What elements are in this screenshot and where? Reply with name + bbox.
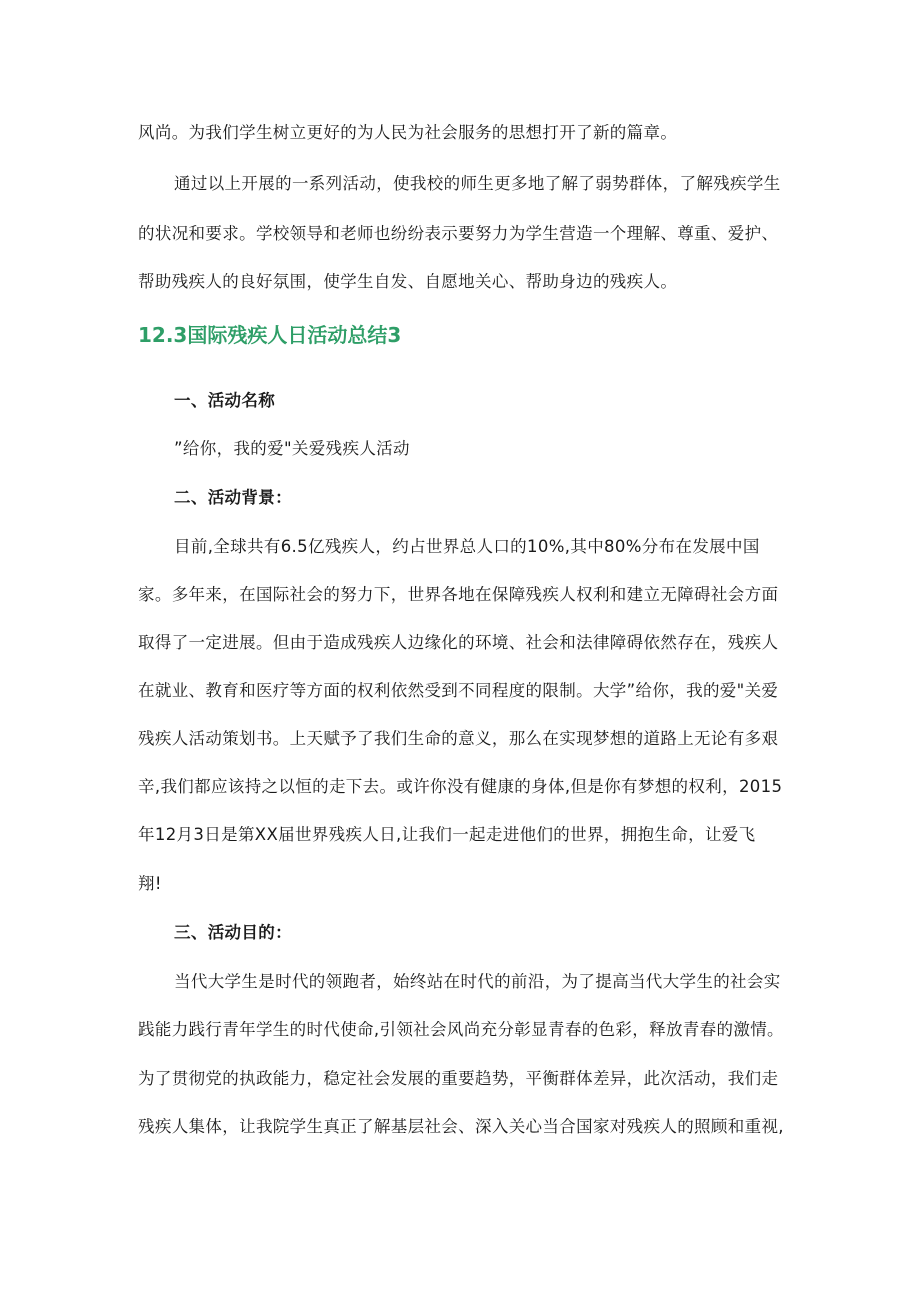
background-line: 在就业、教育和医疗等方面的权利依然受到不同程度的限制。大学”给你，我的爱"关爱 — [138, 681, 779, 700]
paragraph-line: 帮助残疾人的良好氛围，使学生自发、自愿地关心、帮助身边的残疾人。 — [138, 272, 678, 291]
background-line: 年12月3日是第XX届世界残疾人日,让我们一起走进他们的世界，拥抱生命，让爱飞 — [138, 825, 756, 844]
purpose-line: 践能力践行青年学生的时代使命,引领社会风尚充分彰显青春的色彩，释放青春的激情。 — [138, 1020, 784, 1039]
background-title: 二、活动背景： — [174, 488, 292, 507]
background-line: 残疾人活动策划书。上天赋予了我们生命的意义，那么在实现梦想的道路上无论有多艰 — [138, 729, 779, 748]
activity-name-title: 一、活动名称 — [174, 391, 276, 410]
purpose-line: 为了贯彻党的执政能力，稳定社会发展的重要趋势，平衡群体差异，此次活动，我们走 — [138, 1069, 779, 1088]
purpose-line: 残疾人集体，让我院学生真正了解基层社会、深入关心当合国家对残疾人的照顾和重视, — [138, 1117, 784, 1136]
paragraph-line: 通过以上开展的一系列活动，使我校的师生更多地了解了弱势群体，了解残疾学生 — [174, 174, 781, 193]
background-line: 目前,全球共有6.5亿残疾人，约占世界总人口的10%,其中80%分布在发展中国 — [174, 537, 760, 556]
paragraph-line: 的状况和要求。学校领导和老师也纷纷表示要努力为学生营造一个理解、尊重、爱护、 — [138, 224, 779, 243]
purpose-title: 三、活动目的： — [174, 923, 292, 942]
purpose-line: 当代大学生是时代的领跑者，始终站在时代的前沿，为了提高当代大学生的社会实 — [174, 972, 781, 991]
paragraph-line: 风尚。为我们学生树立更好的为人民为社会服务的思想打开了新的篇章。 — [138, 123, 678, 142]
background-line: 翔! — [138, 874, 162, 893]
background-line: 家。多年来，在国际社会的努力下，世界各地在保障残疾人权利和建立无障碍社会方面 — [138, 585, 779, 604]
section-heading: 12.3国际残疾人日活动总结3 — [138, 323, 402, 347]
background-line: 辛,我们都应该持之以恒的走下去。或许你没有健康的身体,但是你有梦想的权利，2015 — [138, 777, 783, 796]
activity-name-value: ”给你，我的爱"关爱残疾人活动 — [174, 439, 410, 458]
background-line: 取得了一定进展。但由于造成残疾人边缘化的环境、社会和法律障碍依然存在，残疾人 — [138, 633, 779, 652]
